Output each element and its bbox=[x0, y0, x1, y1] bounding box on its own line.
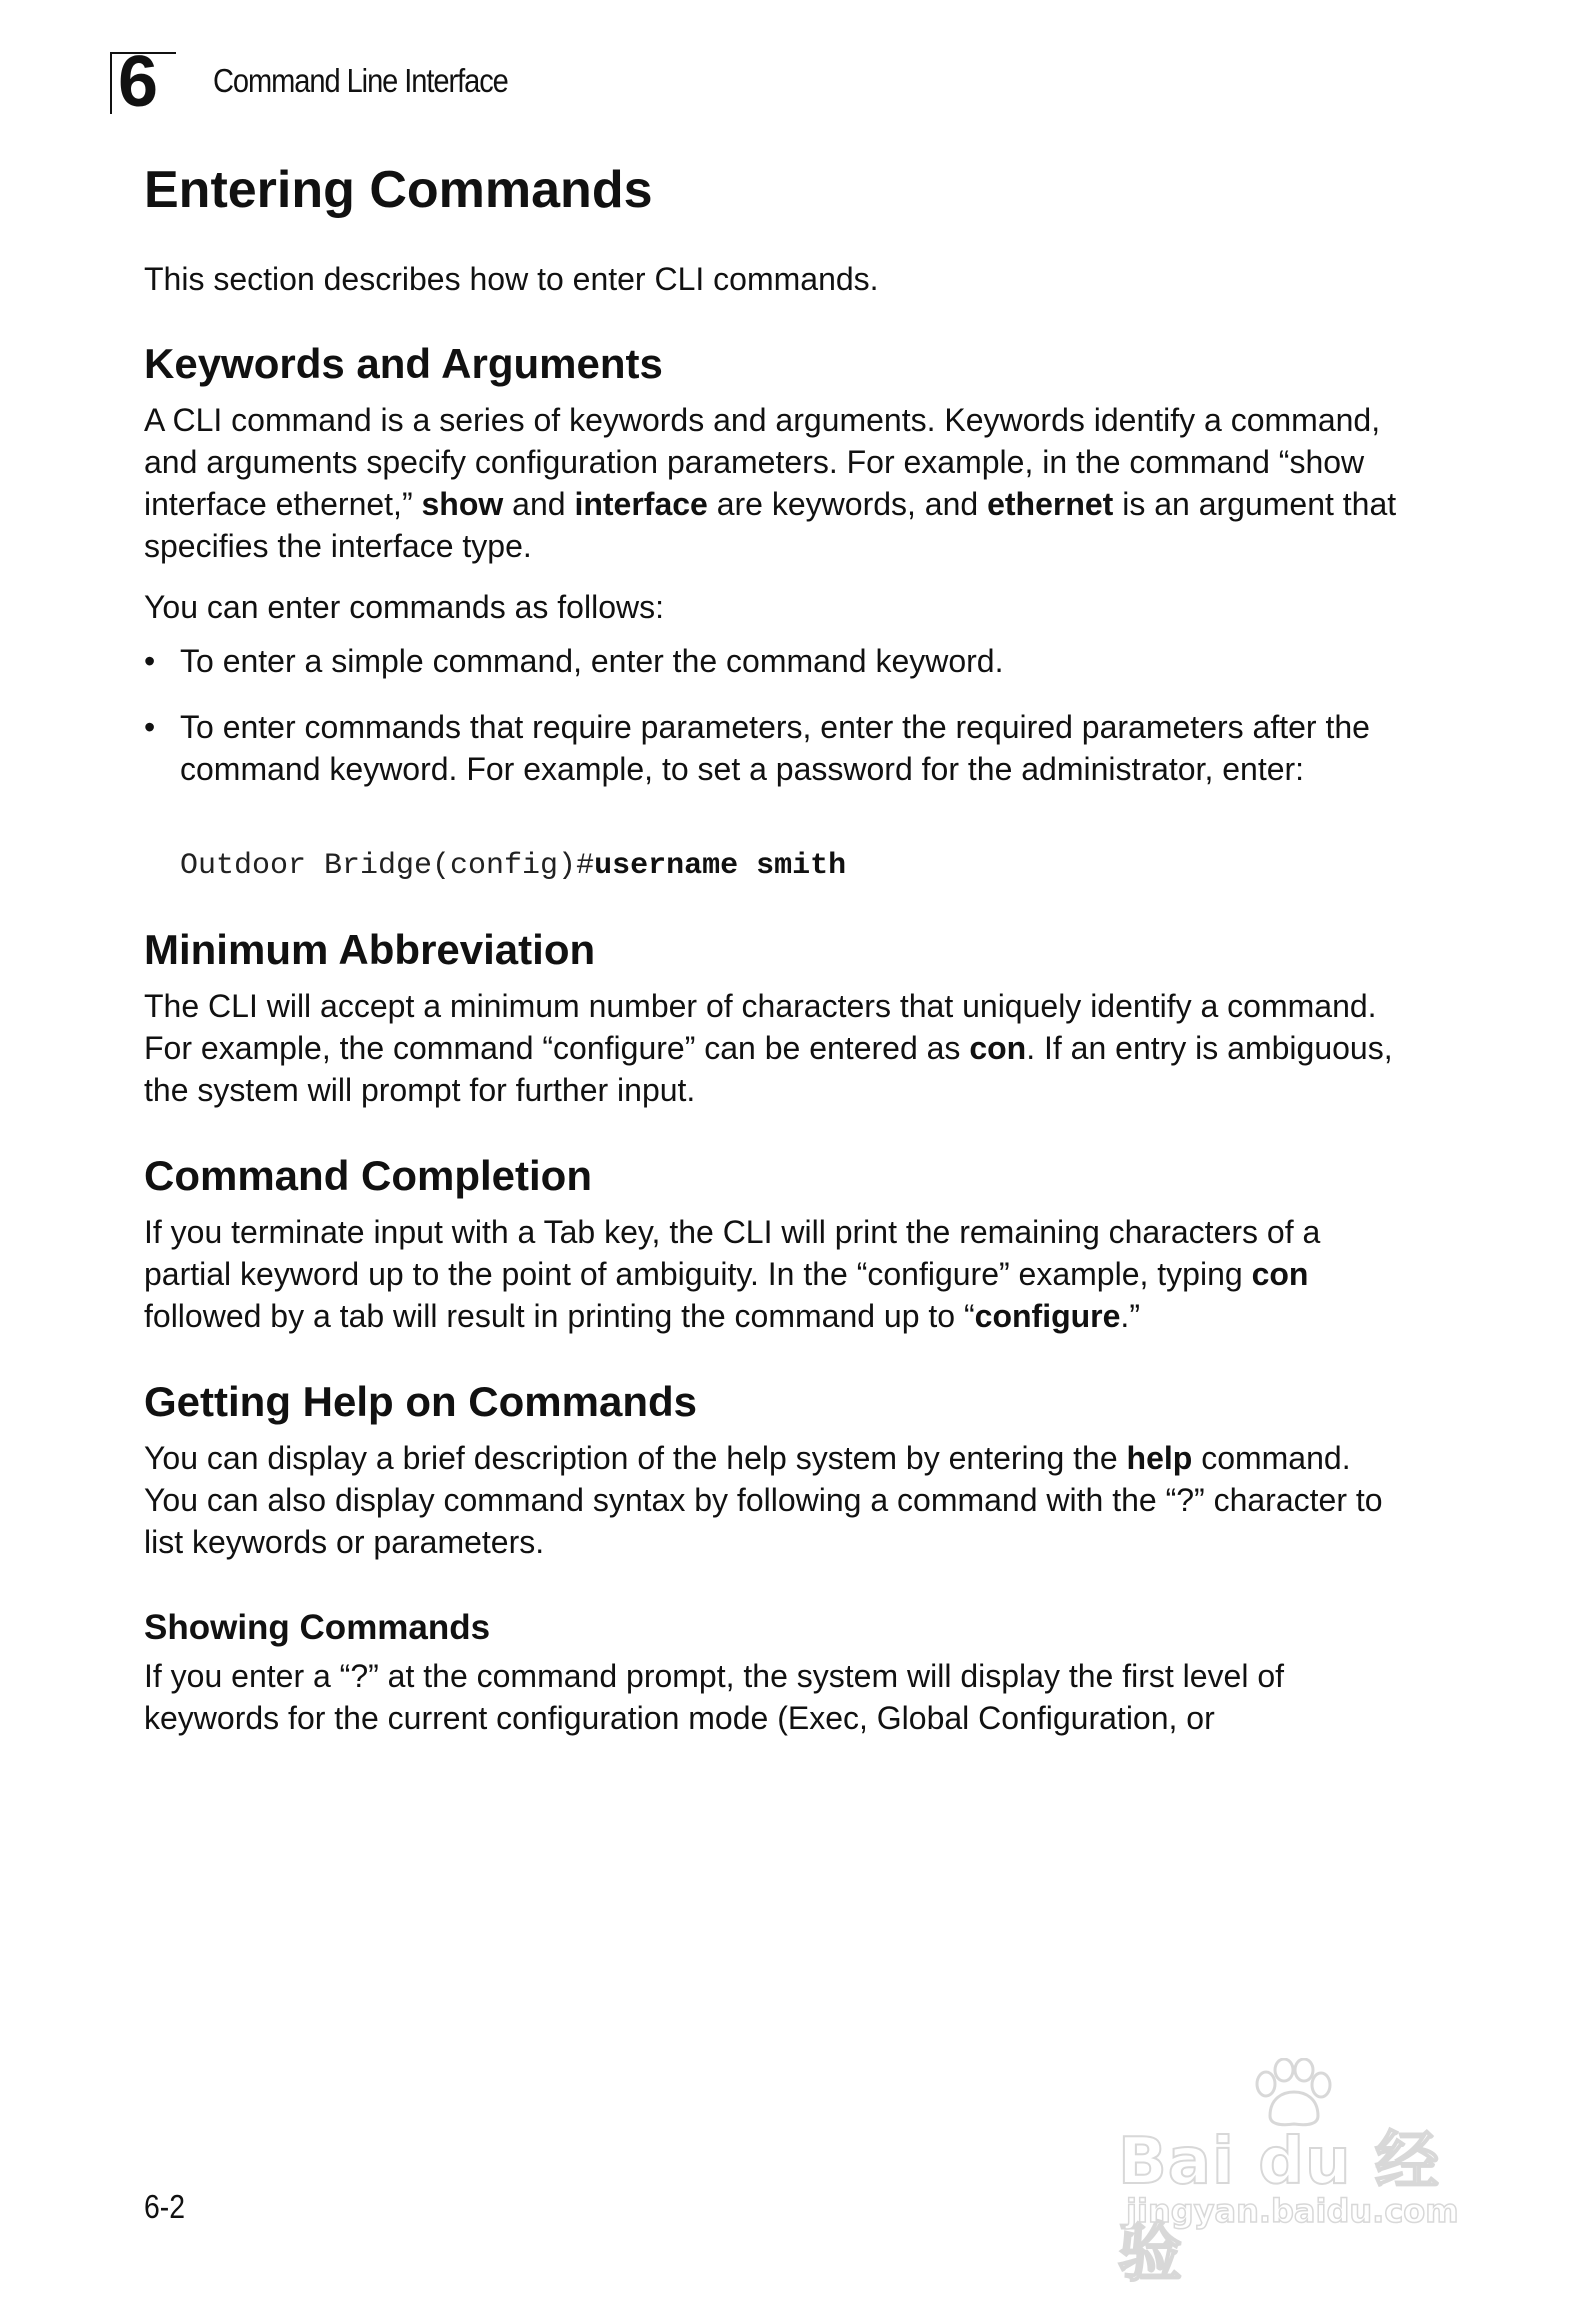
keyword-con: con bbox=[1251, 1256, 1309, 1292]
keyword-show: show bbox=[421, 486, 504, 522]
code-example bbox=[180, 846, 846, 886]
heading-getting-help: Getting Help on Commands bbox=[144, 1378, 698, 1425]
chapter-number: 6 bbox=[118, 42, 159, 122]
watermark-url: jingyan.baidu.com bbox=[1126, 2192, 1459, 2230]
section-title: Entering Commands bbox=[144, 161, 653, 219]
keyword-con: con bbox=[969, 1030, 1027, 1066]
text-run: followed by a tab will result in printing the command up to “ bbox=[144, 1298, 975, 1334]
bullet-icon: • bbox=[144, 709, 156, 745]
showing-paragraph: If you enter a “?” at the command prompt, the system will display the first level of keywords for the current configuration mode (Exec, Global Configuration, or bbox=[144, 1658, 1285, 1736]
text-run: are keywords, and bbox=[707, 486, 988, 522]
chapter-tab bbox=[110, 42, 176, 122]
keywords-followup: You can enter commands as follows: bbox=[144, 589, 664, 625]
keyword-help: help bbox=[1126, 1440, 1193, 1476]
running-header-title: Command Line Interface bbox=[213, 62, 508, 99]
text-run: If you terminate input with a Tab key, the CLI will print the remaining characters of a partial keyword up to the point of ambiguity. In the “configure” example, typing bbox=[144, 1214, 1321, 1292]
text-run: The CLI will accept a minimum number of characters that uniquely identify a command. For example, the command “configure” can be entered as bbox=[144, 988, 1377, 1066]
heading-command-completion: Command Completion bbox=[144, 1152, 592, 1199]
heading-minimum-abbreviation: Minimum Abbreviation bbox=[144, 926, 596, 973]
code-prompt: Outdoor Bridge(config)# bbox=[180, 849, 595, 883]
text-run: A CLI command is a series of keywords and arguments. Keywords identify a command, and arguments specify configuration parameters. For example, in the command “show interface ethernet,” bbox=[144, 402, 1381, 522]
bullet-icon: • bbox=[144, 643, 156, 679]
completion-paragraph bbox=[144, 1211, 1404, 1337]
keyword-configure: configure bbox=[974, 1298, 1121, 1334]
help-paragraph bbox=[144, 1437, 1404, 1563]
heading-keywords-arguments: Keywords and Arguments bbox=[144, 340, 663, 387]
baidu-watermark bbox=[1118, 2058, 1498, 2291]
argument-ethernet: ethernet bbox=[987, 486, 1114, 522]
list-item-text: To enter a simple command, enter the command keyword. bbox=[180, 643, 1004, 679]
abbreviation-paragraph bbox=[144, 985, 1404, 1111]
text-run: .” bbox=[1120, 1298, 1140, 1334]
text-run: You can display a brief description of the help system by entering the bbox=[144, 1440, 1127, 1476]
heading-showing-commands: Showing Commands bbox=[144, 1608, 491, 1647]
text-run: is an argument that specifies the interface type. bbox=[144, 486, 1397, 564]
keyword-interface: interface bbox=[574, 486, 708, 522]
watermark-brand: Bai du 经验 bbox=[1118, 2125, 1440, 2291]
list-item-text: To enter commands that require parameters, enter the required parameters after the command keyword. For example, to set a password for the administrator, enter: bbox=[180, 709, 1370, 787]
keywords-paragraph bbox=[144, 399, 1404, 567]
text-run: command. You can also display command syntax by following a command with the “?” character to list keywords or parameters. bbox=[144, 1440, 1383, 1560]
text-run: . If an entry is ambiguous, the system will prompt for further input. bbox=[144, 1030, 1393, 1108]
text-run: and bbox=[503, 486, 575, 522]
code-command: username smith bbox=[594, 849, 847, 883]
section-intro: This section describes how to enter CLI commands. bbox=[144, 261, 879, 297]
page-number: 6-2 bbox=[144, 2188, 186, 2225]
